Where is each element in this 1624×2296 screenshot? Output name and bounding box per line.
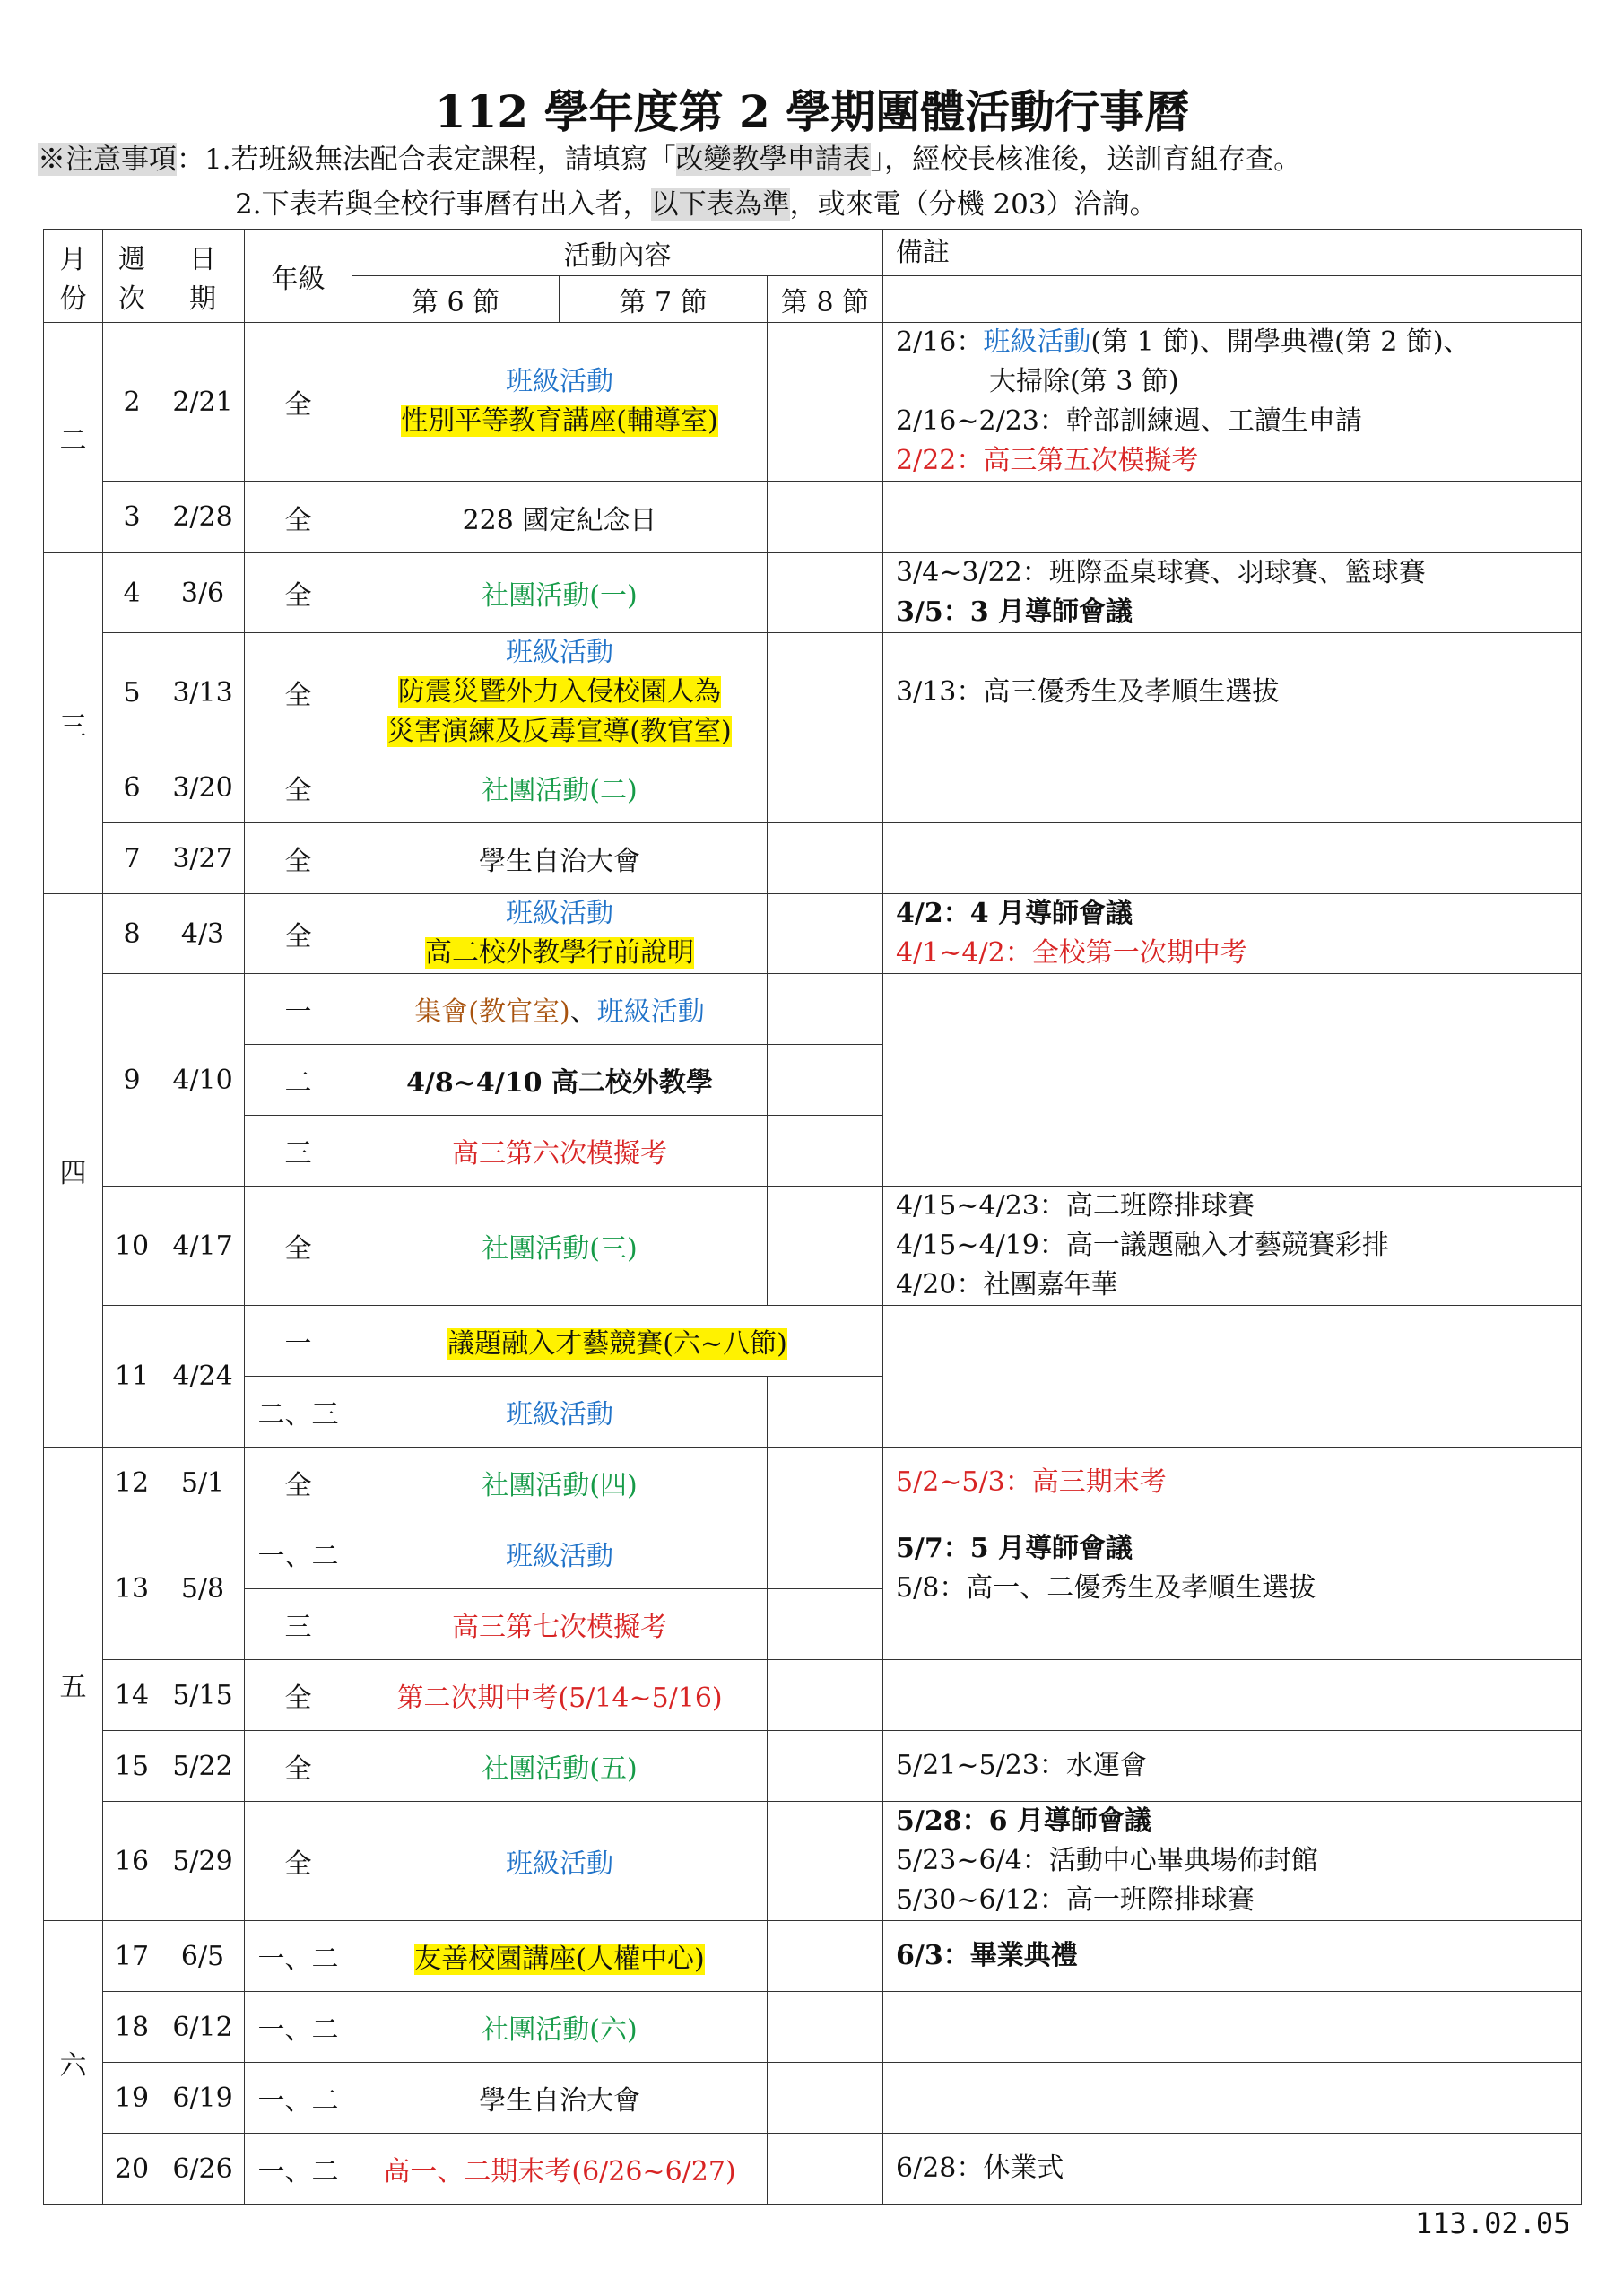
header-period-6: 第 6 節 [352, 276, 560, 323]
table-row [44, 1448, 1582, 1518]
activity-cell: 班級活動 防震災暨外力入侵校園人為 災害演練及反毒宣導(教官室) [352, 633, 768, 752]
date-cell: 2/21 [161, 323, 245, 482]
note-emphasis: 以下表為準 [650, 188, 790, 221]
grade-cell: 全 [245, 894, 352, 974]
header-row [44, 230, 1582, 276]
grade-cell: 全 [245, 553, 352, 633]
month-cell: 六 [44, 1921, 103, 2205]
week-cell: 12 [103, 1448, 161, 1518]
remarks-cell: 3/13：高三優秀生及孝順生選拔 [883, 633, 1582, 752]
grade-cell: 二 [245, 1045, 352, 1116]
activity-cell: 社團活動(五) [352, 1731, 768, 1802]
activity-cell: 高三第六次模擬考 [352, 1116, 768, 1187]
grade-cell: 三 [245, 1589, 352, 1660]
date-cell: 5/22 [161, 1731, 245, 1802]
activity-cell: 集會(教官室)、班級活動 [352, 974, 768, 1045]
activity-cell: 班級活動 [352, 1518, 768, 1589]
table-row [44, 1306, 1582, 1377]
note-text: ：1.若班級無法配合表定課程，請填寫「 [177, 144, 676, 176]
table-row [44, 974, 1582, 1045]
table-row [44, 2063, 1582, 2134]
remarks-cell: 4/2：4 月導師會議 4/1~4/2：全校第一次期中考 [883, 894, 1582, 974]
week-cell: 9 [103, 974, 161, 1187]
grade-cell: 一 [245, 974, 352, 1045]
activity-cell: 班級活動 高二校外教學行前說明 [352, 894, 768, 974]
header-period-7: 第 7 節 [560, 276, 768, 323]
grade-cell: 一、二 [245, 1518, 352, 1589]
week-cell: 6 [103, 752, 161, 823]
table-row [44, 894, 1582, 974]
table-row [44, 752, 1582, 823]
remarks-cell: 5/2~5/3：高三期末考 [883, 1448, 1582, 1518]
grade-cell: 三 [245, 1116, 352, 1187]
week-cell: 14 [103, 1660, 161, 1731]
table-row [44, 553, 1582, 633]
header-date: 日 期 [161, 230, 245, 323]
grade-cell: 一、二 [245, 1992, 352, 2063]
date-cell: 4/10 [161, 974, 245, 1187]
week-cell: 4 [103, 553, 161, 633]
grade-cell: 全 [245, 1187, 352, 1306]
grade-cell: 一 [245, 1306, 352, 1377]
page-title: 112 學年度第 2 學期團體活動行事曆 [434, 85, 1190, 138]
table-row [44, 1992, 1582, 2063]
activity-cell: 班級活動 [352, 1802, 768, 1921]
note-line-2 [235, 185, 1158, 224]
table-row [44, 1731, 1582, 1802]
date-cell: 6/5 [161, 1921, 245, 1992]
grade-cell: 全 [245, 1802, 352, 1921]
remarks-cell: 4/15~4/23：高二班際排球賽 4/15~4/19：高一議題融入才藝競賽彩排 4/20：社團嘉年華 [883, 1187, 1582, 1306]
grade-cell: 全 [245, 752, 352, 823]
note-text: 」，經校長核准後，送訓育組存查。 [870, 144, 1302, 176]
remarks-cell: 3/4~3/22：班際盃桌球賽、羽球賽、籃球賽 3/5：3 月導師會議 [883, 553, 1582, 633]
table-row [44, 1518, 1582, 1589]
header-activity: 活動內容 [352, 230, 883, 276]
date-cell: 5/8 [161, 1518, 245, 1660]
activity-cell: 友善校園講座(人權中心) [352, 1921, 768, 1992]
date-cell: 6/19 [161, 2063, 245, 2134]
date-cell: 5/1 [161, 1448, 245, 1518]
grade-cell: 全 [245, 323, 352, 482]
remarks-cell: 5/7：5 月導師會議 5/8：高一、二優秀生及孝順生選拔 [883, 1518, 1582, 1660]
grade-cell: 全 [245, 633, 352, 752]
grade-cell: 全 [245, 482, 352, 553]
week-cell: 11 [103, 1306, 161, 1448]
note-text: ，或來電（分機 203）洽詢。 [789, 188, 1158, 221]
grade-cell: 全 [245, 1731, 352, 1802]
grade-cell: 一、二 [245, 1921, 352, 1992]
week-cell: 2 [103, 323, 161, 482]
header-period-8: 第 8 節 [768, 276, 883, 323]
date-cell: 5/15 [161, 1660, 245, 1731]
activity-cell: 學生自治大會 [352, 2063, 768, 2134]
week-cell: 7 [103, 823, 161, 894]
month-cell: 五 [44, 1448, 103, 1921]
remarks-cell: 5/28：6 月導師會議 5/23~6/4：活動中心畢典場佈封館 5/30~6/12：高一班際排球賽 [883, 1802, 1582, 1921]
activity-cell: 班級活動 性別平等教育講座(輔導室) [352, 323, 768, 482]
activity-cell: 學生自治大會 [352, 823, 768, 894]
note-label: ※注意事項 [38, 144, 177, 176]
grade-cell: 全 [245, 1448, 352, 1518]
remarks-cell: 5/21~5/23：水運會 [883, 1731, 1582, 1802]
grade-cell: 全 [245, 823, 352, 894]
table-row [44, 1660, 1582, 1731]
activity-cell: 社團活動(四) [352, 1448, 768, 1518]
header-month: 月 份 [44, 230, 103, 323]
week-cell: 5 [103, 633, 161, 752]
activity-cell: 社團活動(六) [352, 1992, 768, 2063]
activity-cell: 第二次期中考(5/14~5/16) [352, 1660, 768, 1731]
grade-cell: 全 [245, 1660, 352, 1731]
activity-cell: 高一、二期末考(6/26~6/27) [352, 2134, 768, 2205]
header-week: 週 次 [103, 230, 161, 323]
remarks-cell: 6/3：畢業典禮 [883, 1921, 1582, 1992]
week-cell: 8 [103, 894, 161, 974]
date-cell: 3/27 [161, 823, 245, 894]
table-row [44, 482, 1582, 553]
month-cell: 三 [44, 553, 103, 894]
month-cell: 二 [44, 323, 103, 553]
month-cell: 四 [44, 894, 103, 1448]
note-form-name: 改變教學申請表 [675, 144, 871, 176]
date-cell: 4/24 [161, 1306, 245, 1448]
date-cell: 6/26 [161, 2134, 245, 2205]
week-cell: 20 [103, 2134, 161, 2205]
date-cell: 3/20 [161, 752, 245, 823]
table-row [44, 1187, 1582, 1306]
date-cell: 3/13 [161, 633, 245, 752]
activity-cell: 班級活動 [352, 1377, 768, 1448]
header-grade: 年級 [245, 230, 352, 323]
grade-cell: 一、二 [245, 2134, 352, 2205]
week-cell: 18 [103, 1992, 161, 2063]
table-row [44, 823, 1582, 894]
table-row [44, 633, 1582, 752]
grade-cell: 二、三 [245, 1377, 352, 1448]
week-cell: 19 [103, 2063, 161, 2134]
date-cell: 6/12 [161, 1992, 245, 2063]
activity-cell: 高三第七次模擬考 [352, 1589, 768, 1660]
activity-cell: 社團活動(三) [352, 1187, 768, 1306]
activity-cell: 社團活動(二) [352, 752, 768, 823]
header-remarks: 備註 [883, 230, 1582, 276]
activity-cell: 228 國定紀念日 [352, 482, 768, 553]
activity-cell: 4/8~4/10 高二校外教學 [352, 1045, 768, 1116]
table-row [44, 1802, 1582, 1921]
remarks-cell: 2/16：班級活動(第 1 節)、開學典禮(第 2 節)、 大掃除(第 3 節) 2/16~2/23：幹部訓練週、工讀生申請 2/22：高三第五次模擬考 [883, 323, 1582, 482]
week-cell: 15 [103, 1731, 161, 1802]
remarks-cell: 6/28：休業式 [883, 2134, 1582, 2205]
activity-cell: 社團活動(一) [352, 553, 768, 633]
schedule-table [43, 229, 1582, 2205]
date-cell: 4/17 [161, 1187, 245, 1306]
table-row [44, 1921, 1582, 1992]
date-cell: 5/29 [161, 1802, 245, 1921]
note-line-1 [38, 140, 1301, 179]
week-cell: 13 [103, 1518, 161, 1660]
week-cell: 17 [103, 1921, 161, 1992]
activity-cell: 議題融入才藝競賽(六~八節) [352, 1306, 883, 1377]
note-text: 2.下表若與全校行事曆有出入者， [235, 188, 651, 221]
table-row [44, 323, 1582, 482]
date-cell: 3/6 [161, 553, 245, 633]
week-cell: 16 [103, 1802, 161, 1921]
date-cell: 4/3 [161, 894, 245, 974]
date-cell: 2/28 [161, 482, 245, 553]
table-row [44, 2134, 1582, 2205]
grade-cell: 一、二 [245, 2063, 352, 2134]
week-cell: 3 [103, 482, 161, 553]
week-cell: 10 [103, 1187, 161, 1306]
revision-date: 113.02.05 [1415, 2206, 1571, 2240]
